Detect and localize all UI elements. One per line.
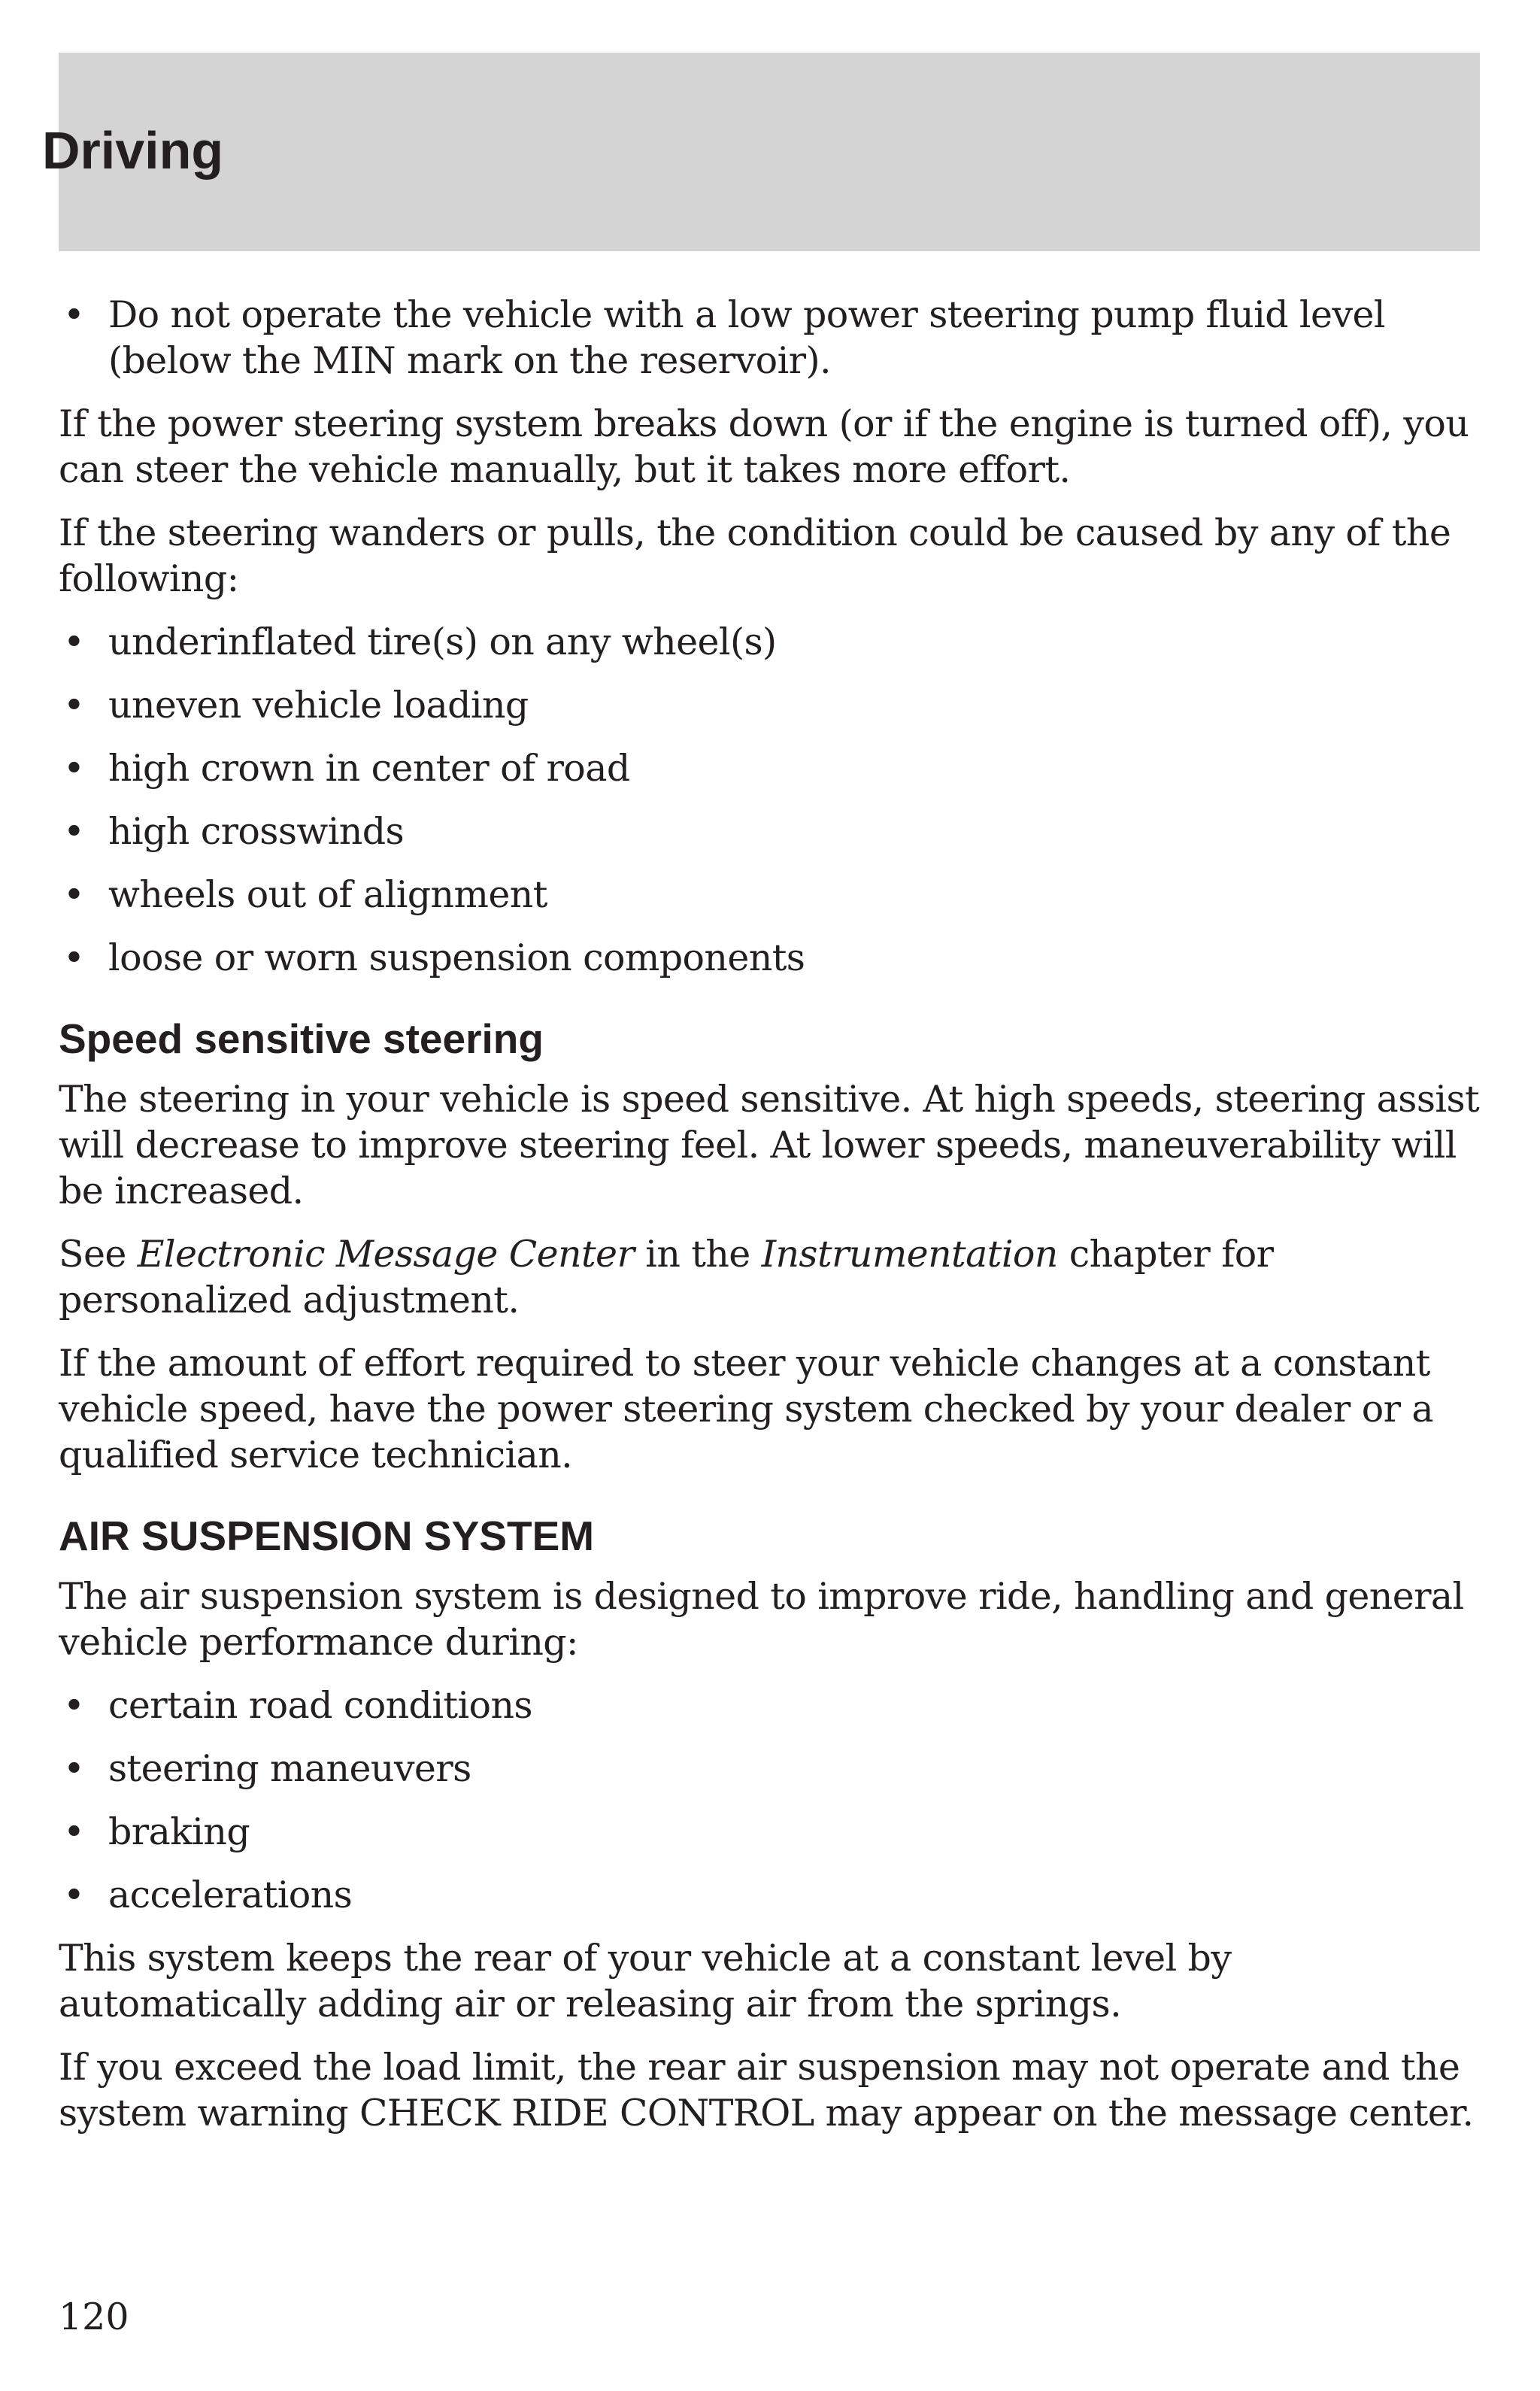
list-item — [59, 745, 1480, 791]
list-item — [59, 292, 1480, 384]
paragraph-see-reference — [59, 1231, 1480, 1323]
list-item-text: uneven vehicle loading — [108, 684, 529, 727]
reference-electronic-message-center: Electronic Message Center — [137, 1233, 635, 1276]
text-run: chapter for personalized adjustment. — [59, 1233, 1274, 1321]
list-item-text: Do not operate the vehicle with a low power steering pump fluid level (below the MIN mark on the reservoir). — [108, 293, 1385, 382]
heading-speed-sensitive-steering: Speed sensitive steering — [59, 1015, 544, 1062]
bullet-icon: • — [63, 1874, 85, 1916]
paragraph-air-suspension-intro: The air suspension system is designed to improve ride, handling and general vehicle performance during: — [59, 1575, 1464, 1664]
list-item-text: braking — [108, 1810, 250, 1853]
conditions-list — [59, 1682, 1480, 1918]
paragraph-effort-changes: If the amount of effort required to steer your vehicle changes at a constant vehicle speed, have the power steering system checked by your dealer or a qualified service technician. — [59, 1342, 1434, 1476]
bullet-icon: • — [63, 873, 85, 916]
bullet-icon: • — [63, 936, 85, 979]
paragraph-constant-level: This system keeps the rear of your vehicle at a constant level by automatically adding air or releasing air from the springs. — [59, 1937, 1232, 2025]
heading-air-suspension-system: AIR SUSPENSION SYSTEM — [59, 1513, 595, 1559]
list-item — [59, 682, 1480, 728]
bullet-icon: • — [63, 1810, 85, 1853]
text-run: in the — [634, 1233, 762, 1276]
list-item-text: underinflated tire(s) on any wheel(s) — [108, 621, 777, 663]
list-item — [59, 619, 1480, 665]
bullet-icon: • — [63, 1684, 85, 1727]
section-title: Driving — [42, 121, 224, 180]
list-item-text: wheels out of alignment — [108, 873, 547, 916]
list-item — [59, 1746, 1480, 1792]
list-item-text: certain road conditions — [108, 1684, 532, 1727]
text-run: See — [59, 1233, 138, 1276]
paragraph-breakdown: If the power steering system breaks down (or if the engine is turned off), you can steer the vehicle manually, but it takes more effort. — [59, 402, 1469, 491]
reference-instrumentation: Instrumentation — [761, 1233, 1058, 1276]
list-item-text: high crown in center of road — [108, 747, 630, 790]
list-item-text: accelerations — [108, 1874, 353, 1916]
list-item — [59, 1872, 1480, 1918]
list-item — [59, 809, 1480, 854]
bullet-icon: • — [63, 684, 85, 727]
list-item — [59, 872, 1480, 918]
list-item — [59, 935, 1480, 981]
list-item-text: loose or worn suspension components — [108, 936, 805, 979]
list-item — [59, 1682, 1480, 1728]
bullet-icon: • — [63, 747, 85, 790]
bullet-icon: • — [63, 810, 85, 853]
paragraph-speed-sensitive: The steering in your vehicle is speed sensitive. At high speeds, steering assist will decrease to improve steering feel. At lower speeds, maneuverability will be increased. — [59, 1078, 1480, 1212]
section-header-band — [59, 53, 1480, 251]
warning-list — [59, 292, 1480, 384]
bullet-icon: • — [63, 293, 85, 336]
page-number: 120 — [59, 2295, 129, 2338]
page-content — [59, 292, 1480, 2153]
list-item-text: high crosswinds — [108, 810, 405, 853]
paragraph-wanders: If the steering wanders or pulls, the condition could be caused by any of the following: — [59, 511, 1451, 600]
bullet-icon: • — [63, 621, 85, 663]
bullet-icon: • — [63, 1747, 85, 1790]
causes-list — [59, 619, 1480, 981]
paragraph-load-limit: If you exceed the load limit, the rear air suspension may not operate and the system warning CHECK RIDE CONTROL may appear on the message center. — [59, 2046, 1474, 2135]
list-item — [59, 1809, 1480, 1855]
list-item-text: steering maneuvers — [108, 1747, 471, 1790]
